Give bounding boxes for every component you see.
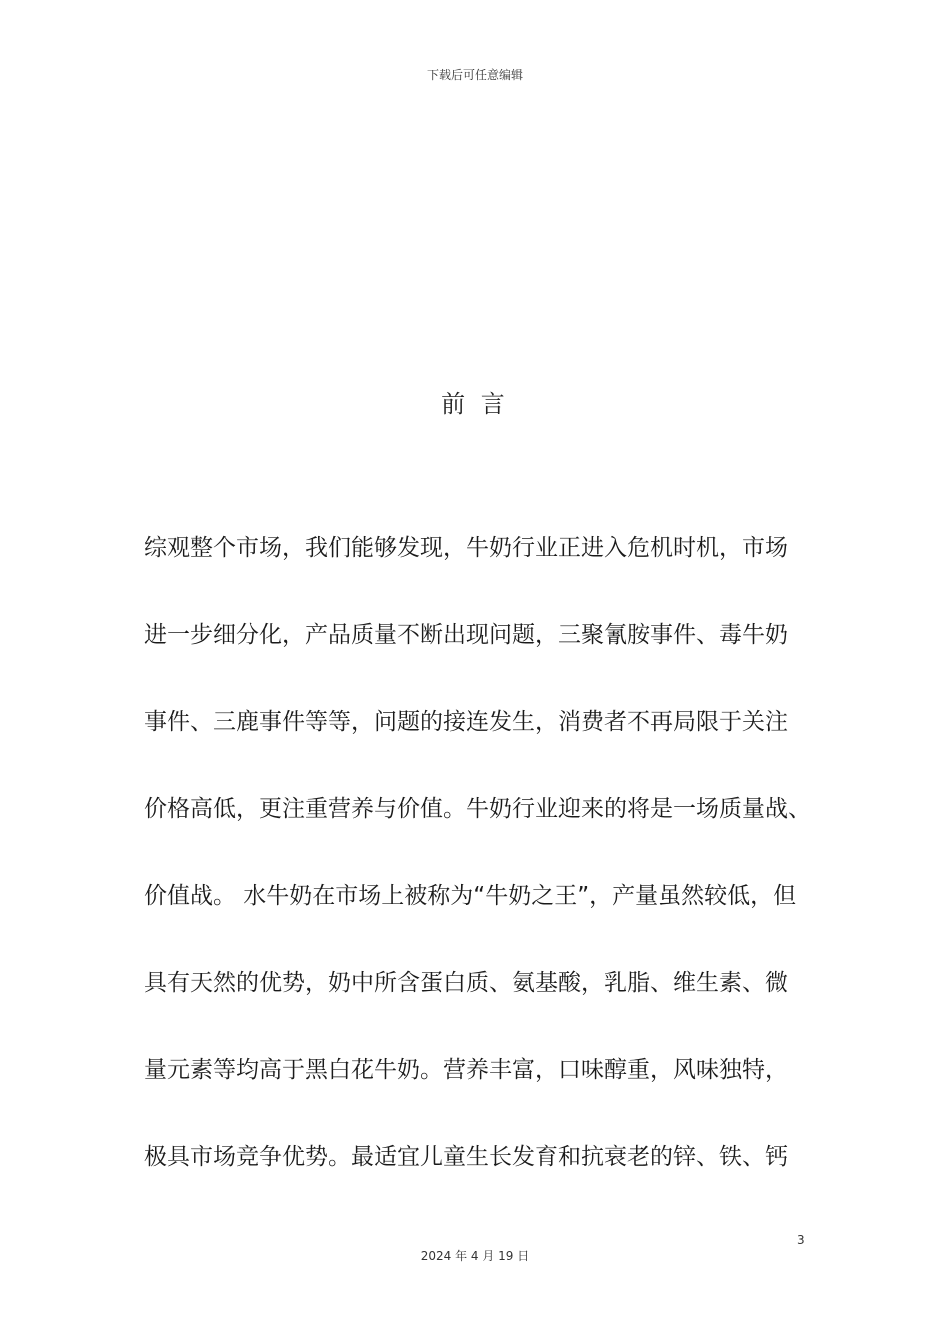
page-title: 前 言 bbox=[441, 390, 509, 418]
body-line: 量元素等均高于黑白花牛奶。营养丰富，口味醇重，风味独特， bbox=[144, 1057, 788, 1083]
body-line: 极具市场竞争优势。最适宜儿童生长发育和抗衰老的锌、铁、钙 bbox=[144, 1144, 788, 1170]
body-line: 价格高低，更注重营养与价值。牛奶行业迎来的将是一场质量战、 bbox=[144, 796, 811, 822]
body-line: 价值战。 水牛奶在市场上被称为“牛奶之王”，产量虽然较低，但 bbox=[144, 883, 797, 909]
body-text bbox=[144, 528, 824, 1224]
header-note: 下载后可任意编辑 bbox=[426, 68, 523, 82]
footer-date: 2024 年 4 月 19 日 bbox=[420, 1249, 530, 1263]
body-line: 进一步细分化，产品质量不断出现问题，三聚氰胺事件、毒牛奶 bbox=[144, 622, 788, 648]
body-line: 事件、三鹿事件等等，问题的接连发生，消费者不再局限于关注 bbox=[144, 709, 788, 735]
body-line: 具有天然的优势，奶中所含蛋白质、氨基酸，乳脂、维生素、微 bbox=[144, 970, 788, 996]
page-number: 3 bbox=[797, 1233, 805, 1247]
body-line: 综观整个市场，我们能够发现，牛奶行业正进入危机时机，市场 bbox=[144, 535, 788, 561]
